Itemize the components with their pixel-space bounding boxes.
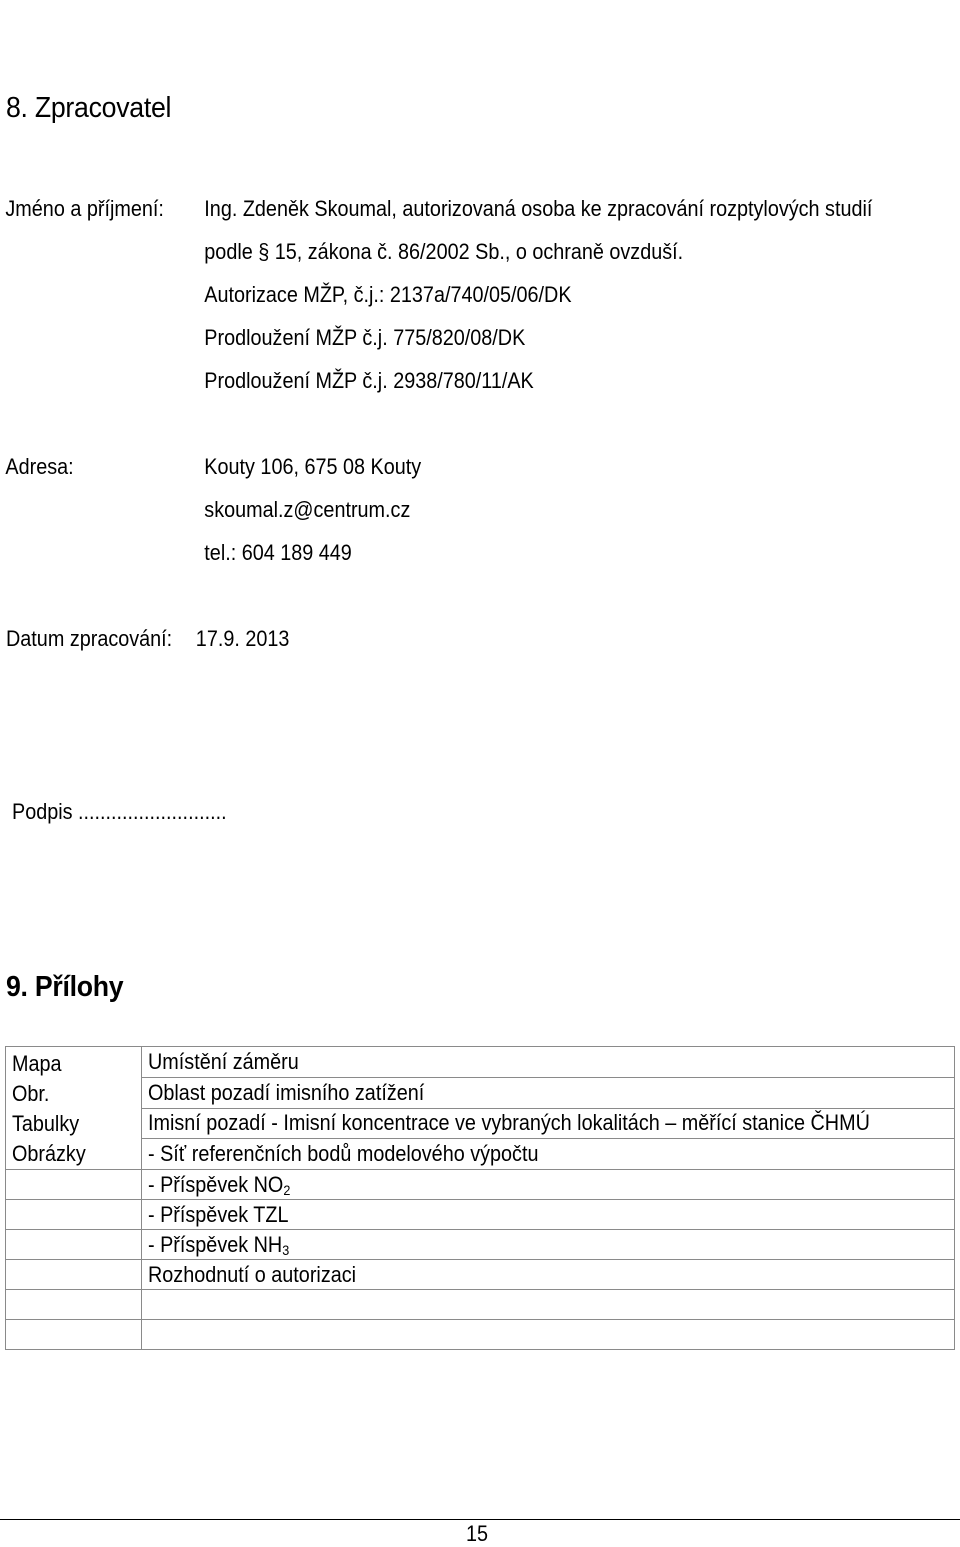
table-row (6, 1230, 955, 1260)
attachment-item: Umístění záměru (142, 1047, 955, 1078)
date-label: Datum zpracování: (6, 626, 173, 651)
name-line: podle § 15, zákona č. 86/2002 Sb., o ochraně ovzduší. (204, 239, 684, 264)
table-row (6, 1260, 955, 1290)
table-row (6, 1170, 955, 1200)
category-label: Obrázky (12, 1141, 86, 1166)
signature-line: Podpis ........................... (12, 799, 227, 824)
table-row (6, 1077, 955, 1108)
date-row (6, 626, 289, 652)
address-line: skoumal.z@centrum.cz (204, 497, 411, 522)
attachment-item: - Příspěvek TZL (142, 1200, 955, 1230)
name-label: Jméno a příjmení: (5, 196, 164, 221)
category-label: Mapa (12, 1051, 62, 1076)
date-value: 17.9. 2013 (195, 626, 290, 651)
name-line: Ing. Zdeněk Skoumal, autorizovaná osoba ke zpracování rozptylových studií (204, 196, 873, 221)
empty-cell (6, 1290, 142, 1320)
empty-cell (142, 1290, 955, 1320)
category-cell (6, 1047, 142, 1170)
empty-cell (142, 1320, 955, 1350)
attachment-item: - Síť referenčních bodů modelového výpočtu (142, 1139, 955, 1170)
category-label: Tabulky (12, 1111, 80, 1136)
attachments-table (5, 1046, 955, 1350)
footer-divider (0, 1519, 960, 1520)
attachment-item: - Příspěvek $NO_2$ (142, 1170, 955, 1200)
table-row (6, 1108, 955, 1139)
table-row (6, 1139, 955, 1170)
page-number: 15 (466, 1521, 489, 1546)
empty-cell (6, 1320, 142, 1350)
name-line: Prodloužení MŽP č.j. 775/820/08/DK (204, 325, 526, 350)
empty-cell (6, 1170, 142, 1200)
attachment-item: Rozhodnutí o autorizaci (142, 1260, 955, 1290)
empty-cell (6, 1200, 142, 1230)
name-value (204, 196, 872, 411)
table-row (6, 1047, 955, 1078)
attachment-item: - Příspěvek $NH_3$ (142, 1230, 955, 1260)
category-label: Obr. (12, 1081, 50, 1106)
table-row (6, 1290, 955, 1320)
name-line: Prodloužení MŽP č.j. 2938/780/11/AK (204, 368, 534, 393)
table-row (6, 1320, 955, 1350)
attachment-item: Imisní pozadí - Imisní koncentrace ve vybraných lokalitách – měřící stanice ČHMÚ (142, 1108, 955, 1139)
empty-cell (6, 1260, 142, 1290)
attachment-item: Oblast pozadí imisního zatížení (142, 1077, 955, 1108)
address-line: tel.: 604 189 449 (204, 540, 352, 565)
empty-cell (6, 1230, 142, 1260)
address-label: Adresa: (5, 454, 74, 479)
address-line: Kouty 106, 675 08 Kouty (204, 454, 422, 479)
table-row (6, 1200, 955, 1230)
section-9-title: 9. Přílohy (6, 971, 124, 1003)
section-8-title: 8. Zpracovatel (6, 92, 172, 124)
address-value (204, 454, 421, 583)
name-line: Autorizace MŽP, č.j.: 2137a/740/05/06/DK (204, 282, 572, 307)
